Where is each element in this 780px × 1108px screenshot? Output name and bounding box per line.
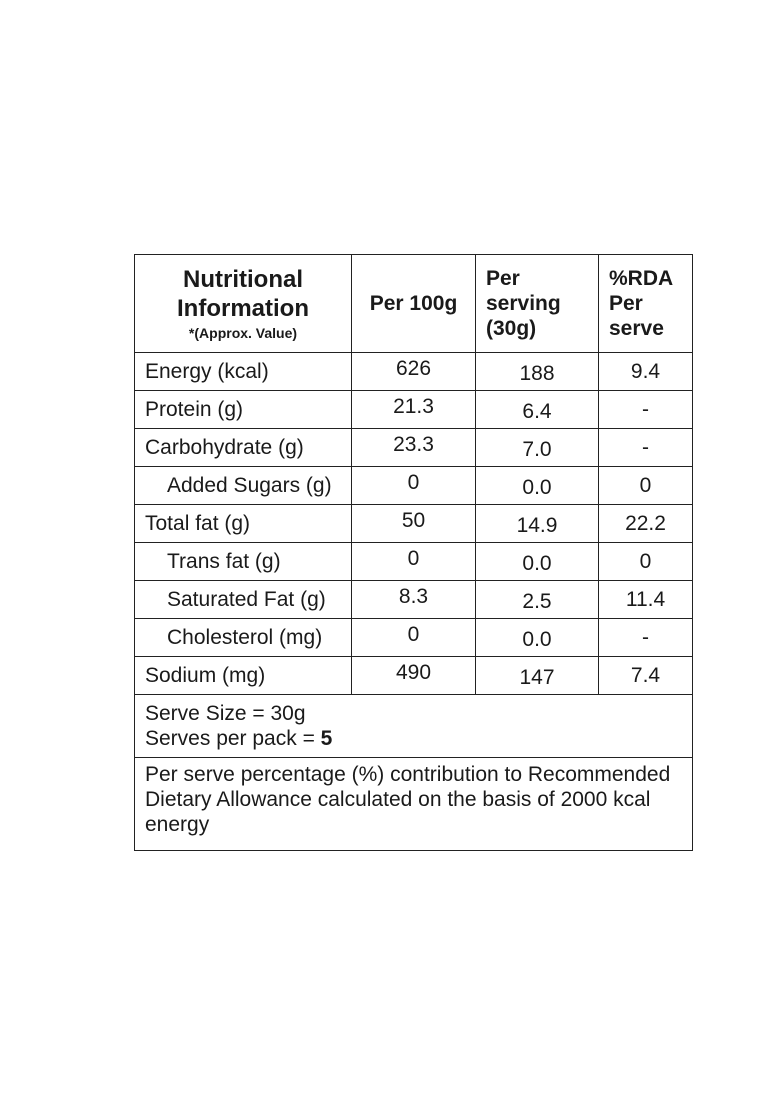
- nutrient-name: Trans fat (g): [135, 543, 352, 581]
- serve-info-cell: [135, 695, 693, 758]
- serve-size: Serve Size = 30g: [145, 701, 306, 725]
- rda-line-3: serve: [609, 317, 664, 341]
- serves-per-pack-label: Serves per pack =: [145, 727, 321, 750]
- per-serving-value: 147: [476, 657, 599, 695]
- per-100g-value: 626: [352, 353, 476, 391]
- nutrient-name: Saturated Fat (g): [135, 581, 352, 619]
- rda-value: 0: [599, 467, 693, 505]
- per-serving-header: [476, 255, 599, 353]
- title-line-1: Nutritional: [183, 266, 303, 293]
- per-100g-value: 0: [352, 619, 476, 657]
- per-serving-line-1: Per: [486, 266, 520, 290]
- per-serving-line-2: serving: [486, 291, 561, 315]
- table-title-cell: [135, 255, 352, 353]
- per-100g-value: 23.3: [352, 429, 476, 467]
- approx-value-note: *(Approx. Value): [188, 325, 298, 341]
- per-100g-value: 0: [352, 467, 476, 505]
- per-serving-value: 188: [476, 353, 599, 391]
- rda-value: 11.4: [599, 581, 693, 619]
- per-100g-header: Per 100g: [352, 255, 476, 353]
- nutrient-name: Carbohydrate (g): [135, 429, 352, 467]
- per-serving-value: 14.9: [476, 505, 599, 543]
- per-serving-value: 2.5: [476, 581, 599, 619]
- nutrient-name: Energy (kcal): [135, 353, 352, 391]
- table-row: [135, 353, 693, 391]
- per-serving-value: 7.0: [476, 429, 599, 467]
- table-row: [135, 429, 693, 467]
- nutrient-name: Protein (g): [135, 391, 352, 429]
- rda-value: 9.4: [599, 353, 693, 391]
- serves-per-pack-value: 5: [320, 727, 333, 750]
- nutrient-name: Sodium (mg): [135, 657, 352, 695]
- nutrient-name: Added Sugars (g): [135, 467, 352, 505]
- table-row: [135, 467, 693, 505]
- serves-per-pack: [145, 726, 682, 751]
- footnote-row: [135, 758, 693, 851]
- serve-info-row: [135, 695, 693, 758]
- table-row: [135, 543, 693, 581]
- per-serving-value: 0.0: [476, 467, 599, 505]
- rda-footnote: Per serve percentage (%) contribution to Recommended Dietary Allowance calculated on the basis of 2000 kcal energy: [135, 758, 693, 851]
- rda-value: 22.2: [599, 505, 693, 543]
- per-100g-value: 0: [352, 543, 476, 581]
- table-row: [135, 391, 693, 429]
- per-100g-value: 50: [352, 505, 476, 543]
- rda-value: -: [599, 429, 693, 467]
- table-row: [135, 505, 693, 543]
- table-row: [135, 619, 693, 657]
- nutrition-facts-table: [134, 254, 693, 851]
- nutrient-name: Cholesterol (mg): [135, 619, 352, 657]
- rda-value: 0: [599, 543, 693, 581]
- per-serving-line-3: (30g): [486, 317, 537, 341]
- rda-value: -: [599, 619, 693, 657]
- table-row: [135, 657, 693, 695]
- per-serving-value: 0.0: [476, 543, 599, 581]
- per-100g-value: 8.3: [352, 581, 476, 619]
- nutrient-name: Total fat (g): [135, 505, 352, 543]
- rda-line-2: Per: [609, 291, 643, 315]
- rda-header: [599, 255, 693, 353]
- table-row: [135, 581, 693, 619]
- per-serving-value: 6.4: [476, 391, 599, 429]
- header-row: [135, 255, 693, 353]
- per-100g-value: 490: [352, 657, 476, 695]
- title-line-2: Information: [177, 295, 309, 322]
- rda-value: 7.4: [599, 657, 693, 695]
- per-100g-value: 21.3: [352, 391, 476, 429]
- per-serving-value: 0.0: [476, 619, 599, 657]
- rda-line-1: %RDA: [609, 266, 674, 290]
- rda-value: -: [599, 391, 693, 429]
